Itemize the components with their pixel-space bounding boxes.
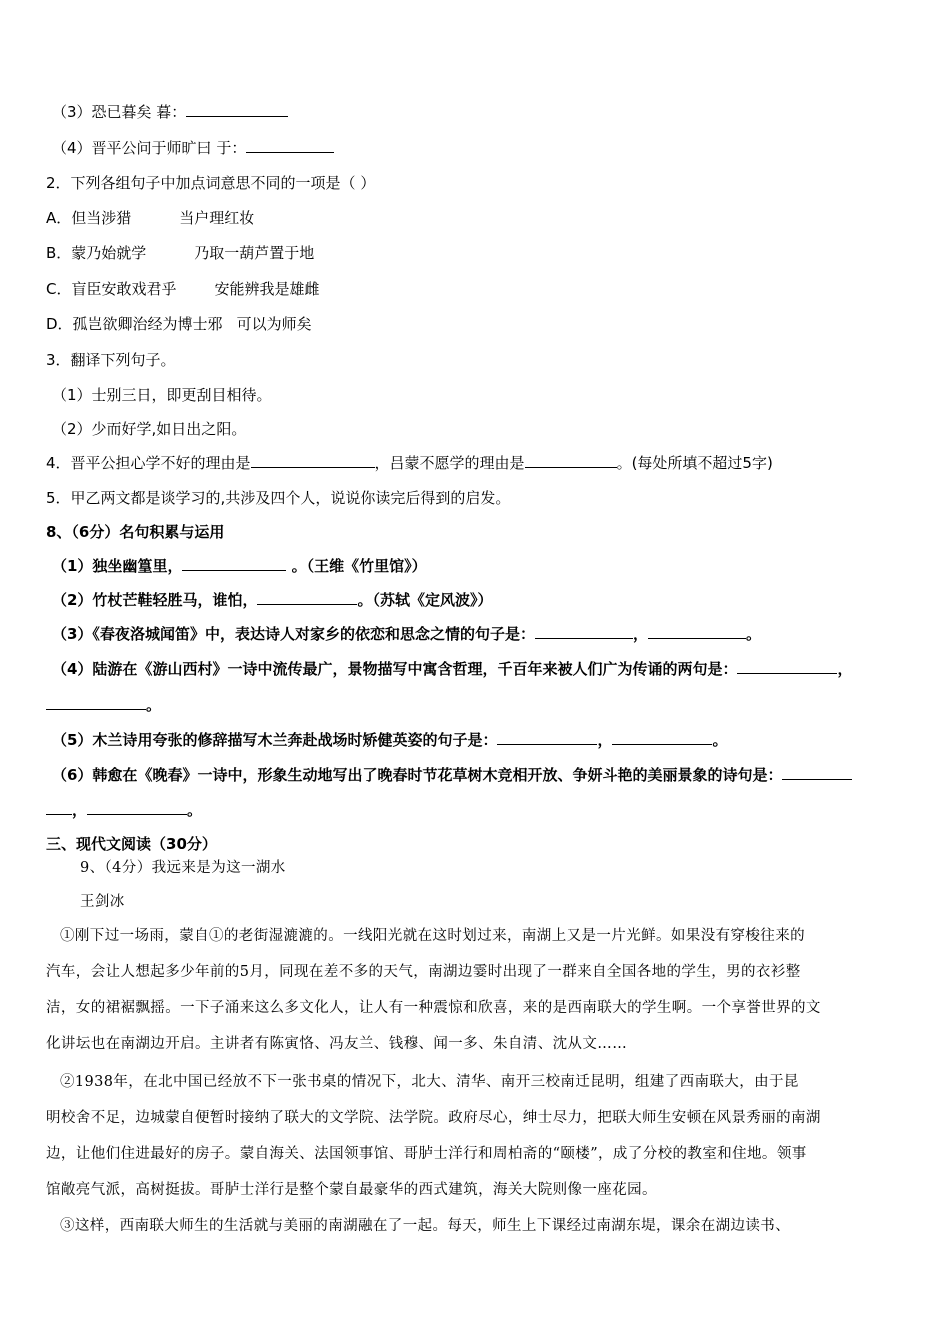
- article-author: 王剑冰: [80, 894, 125, 910]
- option-part-a: A．但当涉猎: [46, 209, 132, 227]
- option-part-b: 乃取一葫芦置于地: [194, 244, 315, 262]
- answer-blank[interactable]: [525, 453, 617, 468]
- section-3-heading: 三、现代文阅读（30分）: [46, 835, 217, 853]
- item-text: 。: [146, 696, 162, 714]
- paragraph-2-line-1: ②1938年，在北中国已经放不下一张书桌的情况下，北大、清华、南开三校南迁昆明，组建了西南联大，由于昆: [60, 1074, 799, 1090]
- item-text: （3）恐已暮矣 暮：: [52, 103, 187, 121]
- answer-blank[interactable]: [648, 624, 746, 639]
- q4-text-3: 。(每处所填不超过5字): [616, 454, 773, 472]
- item-text: 。: [187, 801, 203, 819]
- paragraph-3-line-1: ③这样，西南联大师生的生活就与美丽的南湖融在了一起。每天，师生上下课经过南湖东堤，课余在湖边读书、: [60, 1218, 791, 1234]
- paragraph-1-line-3: 洁，女的裙裾飘摇。一下子涌来这么多文化人，让人有一种震惊和欣喜，来的是西南联大的学生啊。一个享誉世界的文: [46, 1000, 821, 1016]
- answer-blank[interactable]: [251, 453, 375, 468]
- option-part-b: 可以为师矣: [236, 315, 312, 333]
- item-text: ，: [632, 625, 648, 643]
- question-2-option-b: [46, 243, 314, 263]
- answer-blank[interactable]: [182, 556, 286, 571]
- question-2-option-c: [46, 279, 320, 299]
- paragraph-2-line-2: 明校舍不足，边城蒙自便暂时接纳了联大的文学院、法学院。政府尽心，绅士尽力，把联大师生安顿在风景秀丽的南湖: [46, 1110, 821, 1126]
- item-text: （4）陆游在《游山西村》一诗中流传最广，景物描写中寓含哲理，千百年来被人们广为传诵的两句是：: [52, 660, 738, 678]
- answer-blank[interactable]: [257, 590, 357, 605]
- question-9-title: 9、（4分）我远来是为这一湖水: [80, 860, 286, 876]
- item-text: ，: [72, 801, 88, 819]
- question-8-heading: 8、（6分）名句积累与运用: [46, 523, 225, 541]
- item-text: 。: [712, 731, 728, 749]
- q4-text-2: ，吕蒙不愿学的理由是: [374, 454, 525, 472]
- question-8-item-3: [52, 624, 761, 644]
- question-8-item-2: [52, 590, 492, 610]
- question-3-stem: 3．翻译下列句子。: [46, 351, 176, 369]
- answer-blank[interactable]: [46, 695, 146, 710]
- question-1-item-4: [52, 138, 334, 158]
- question-3-item-2: （2）少而好学,如日出之阳。: [52, 420, 247, 438]
- item-text: （6）韩愈在《晚春》一诗中，形象生动地写出了晚春时节花草树木竞相开放、争妍斗艳的美丽景象的诗句是：: [52, 766, 783, 784]
- item-text: （5）木兰诗用夸张的修辞描写木兰奔赴战场时矫健英姿的句子是：: [52, 731, 498, 749]
- option-part-b: 安能辨我是雄雌: [214, 280, 320, 298]
- question-8-item-4: [52, 659, 852, 679]
- question-2-option-d: [46, 314, 312, 334]
- question-2-option-a: [46, 208, 254, 228]
- question-8-item-4-continued: [46, 695, 161, 715]
- item-text: ，: [837, 660, 853, 678]
- item-text: 。（苏轼《定风波》）: [357, 591, 493, 609]
- item-text: （4）晋平公问于师旷曰 于：: [52, 139, 247, 157]
- answer-blank[interactable]: [246, 138, 334, 153]
- answer-blank[interactable]: [87, 800, 187, 815]
- option-part-b: 当户理红妆: [179, 209, 255, 227]
- answer-blank[interactable]: [535, 624, 633, 639]
- option-part-a: C．盲臣安敢戏君乎: [46, 280, 177, 298]
- item-text: （3）《春夜洛城闻笛》中，表达诗人对家乡的依恋和思念之情的句子是：: [52, 625, 535, 643]
- answer-blank[interactable]: [186, 102, 288, 117]
- question-4: [46, 453, 773, 473]
- question-1-item-3: [52, 102, 288, 122]
- question-5: 5．甲乙两文都是谈学习的,共涉及四个人，说说你读完后得到的启发。: [46, 489, 511, 507]
- paragraph-1-line-4: 化讲坛也在南湖边开启。主讲者有陈寅恪、冯友兰、钱穆、闻一多、朱自清、沈从文……: [46, 1036, 628, 1052]
- q4-text-1: 4．晋平公担心学不好的理由是: [46, 454, 251, 472]
- answer-blank[interactable]: [497, 730, 597, 745]
- item-text: ，: [597, 731, 613, 749]
- paragraph-1-line-2: 汽车，会让人想起多少年前的5月，同现在差不多的天气，南湖边霎时出现了一群来自全国各地的学生，男的衣衫整: [46, 964, 801, 980]
- paragraph-2-line-4: 馆敞亮气派，高树挺拔。哥胪士洋行是整个蒙自最豪华的西式建筑，海关大院则像一座花园。: [46, 1182, 657, 1198]
- question-3-item-1: （1）士别三日，即更刮目相待。: [52, 386, 272, 404]
- paragraph-2-line-3: 边，让他们住进最好的房子。蒙自海关、法国领事馆、哥胪士洋行和周柏斋的“颐楼”，成了分校的教室和住地。领事: [46, 1146, 807, 1162]
- item-text: （1）独坐幽篁里，: [52, 557, 183, 575]
- answer-blank[interactable]: [782, 765, 852, 780]
- answer-blank[interactable]: [737, 659, 837, 674]
- question-8-item-5: [52, 730, 727, 750]
- question-8-item-6: [52, 765, 852, 785]
- question-8-item-6-continued: [46, 800, 202, 820]
- item-text: 。（王维《竹里馆》）: [286, 557, 427, 575]
- answer-blank[interactable]: [46, 800, 72, 815]
- option-part-a: D．孤岂欲卿治经为博士邪: [46, 315, 223, 333]
- question-2-stem: 2．下列各组句子中加点词意思不同的一项是（ ）: [46, 174, 376, 192]
- item-text: （2）竹杖芒鞋轻胜马，谁怕，: [52, 591, 258, 609]
- question-8-item-1: [52, 556, 427, 576]
- option-part-a: B．蒙乃始就学: [46, 244, 147, 262]
- answer-blank[interactable]: [612, 730, 712, 745]
- paragraph-1-line-1: ①刚下过一场雨，蒙自①的老街湿漉漉的。一线阳光就在这时划过来，南湖上又是一片光鲜。如果没有穿梭往来的: [60, 928, 805, 944]
- item-text: 。: [745, 625, 761, 643]
